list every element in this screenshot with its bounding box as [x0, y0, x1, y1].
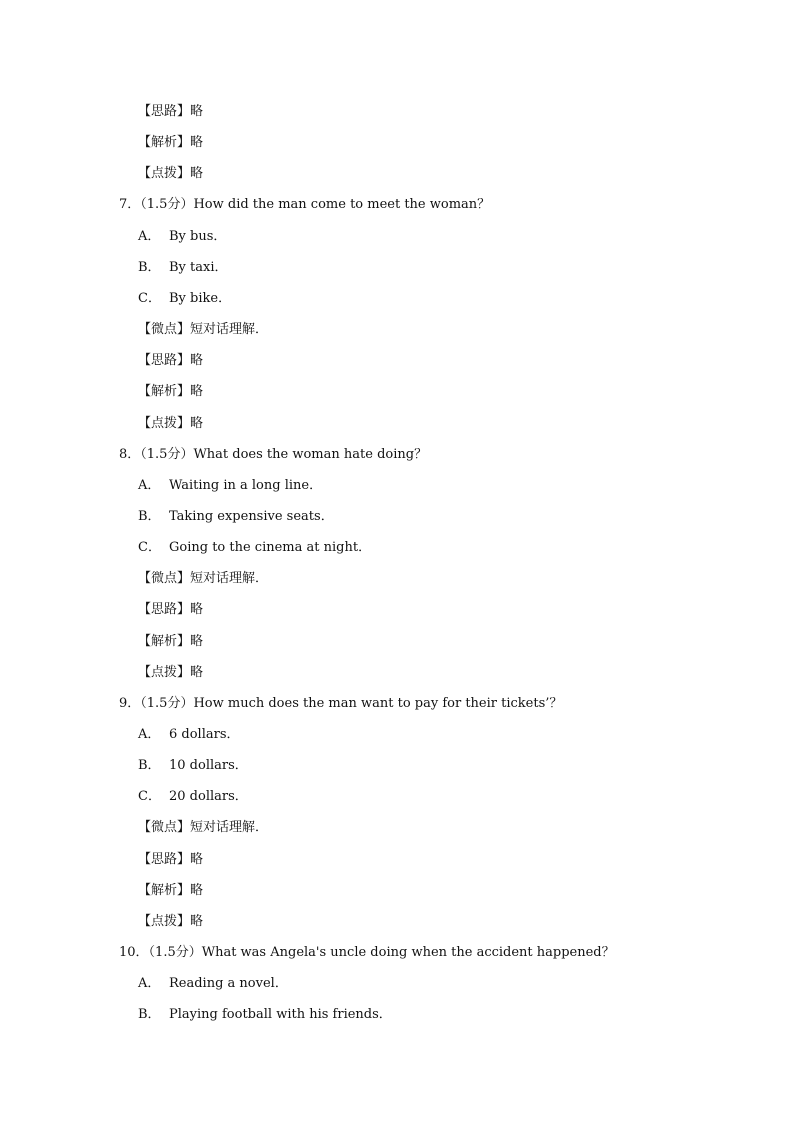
tag-line: 【思路】略 [138, 602, 204, 618]
option-text: 6 dollars． [169, 727, 240, 742]
tag-line: 【微点】短对话理解． [138, 322, 269, 337]
tag-line: 【点拨】略 [138, 166, 204, 182]
tag-line: 【微点】短对话理解． [138, 571, 269, 587]
option-letter: B． [138, 259, 161, 275]
option-text: 10 dollars． [169, 758, 248, 774]
tag-line: 【解析】略 [138, 135, 204, 151]
tag-line: 【解析】略 [138, 882, 204, 898]
answer-option [138, 229, 226, 245]
tag-line: 【思路】略 [138, 104, 204, 119]
option-text: By bike． [169, 290, 232, 306]
option-text: By taxi． [169, 259, 228, 275]
answer-option [138, 260, 228, 276]
option-letter: A． [138, 228, 161, 244]
answer-option [138, 976, 288, 992]
tag-line: 【点拨】略 [138, 664, 204, 680]
option-letter: C． [138, 540, 161, 556]
tag-line: 【思路】略 [138, 353, 204, 369]
question-line: 8．（1.5分）What does the woman hate doing？ [119, 446, 428, 462]
answer-option [138, 509, 334, 525]
tag-line: 【解析】略 [138, 384, 204, 400]
tag-line: 【微点】短对话理解． [138, 820, 269, 836]
option-text: Playing football with his friends． [169, 1007, 392, 1023]
tag-line: 【思路】略 [138, 851, 204, 867]
option-text: 20 dollars． [169, 789, 248, 805]
option-text: Waiting in a long line． [169, 477, 323, 493]
answer-option [138, 727, 240, 743]
option-text: By bus． [169, 228, 227, 244]
option-letter: C． [138, 290, 161, 306]
answer-option [138, 789, 248, 805]
option-letter: B． [138, 758, 161, 774]
answer-option [138, 478, 322, 494]
answer-option [138, 540, 371, 556]
option-letter: B． [138, 1007, 161, 1023]
option-text: Going to the cinema at night． [169, 540, 372, 556]
option-letter: A． [138, 727, 161, 742]
tag-line: 【解析】略 [138, 633, 204, 649]
option-letter: C． [138, 789, 161, 805]
tag-line: 【点拨】略 [138, 415, 204, 431]
answer-option [138, 291, 231, 307]
option-text: Reading a novel． [169, 976, 288, 992]
answer-option [138, 758, 248, 774]
question-line: 9．（1.5分）How much does the man want to pay for their tickets’？ [119, 695, 563, 711]
question-line: 7．（1.5分）How did the man come to meet the woman？ [119, 197, 491, 213]
option-text: Taking expensive seats． [169, 508, 334, 524]
tag-line: 【点拨】略 [138, 913, 204, 929]
answer-option [138, 1007, 392, 1023]
question-line: 10．（1.5分）What was Angela's uncle doing when the accident happened？ [119, 945, 615, 960]
option-letter: B． [138, 508, 161, 524]
option-letter: A． [138, 976, 161, 992]
option-letter: A． [138, 477, 161, 493]
